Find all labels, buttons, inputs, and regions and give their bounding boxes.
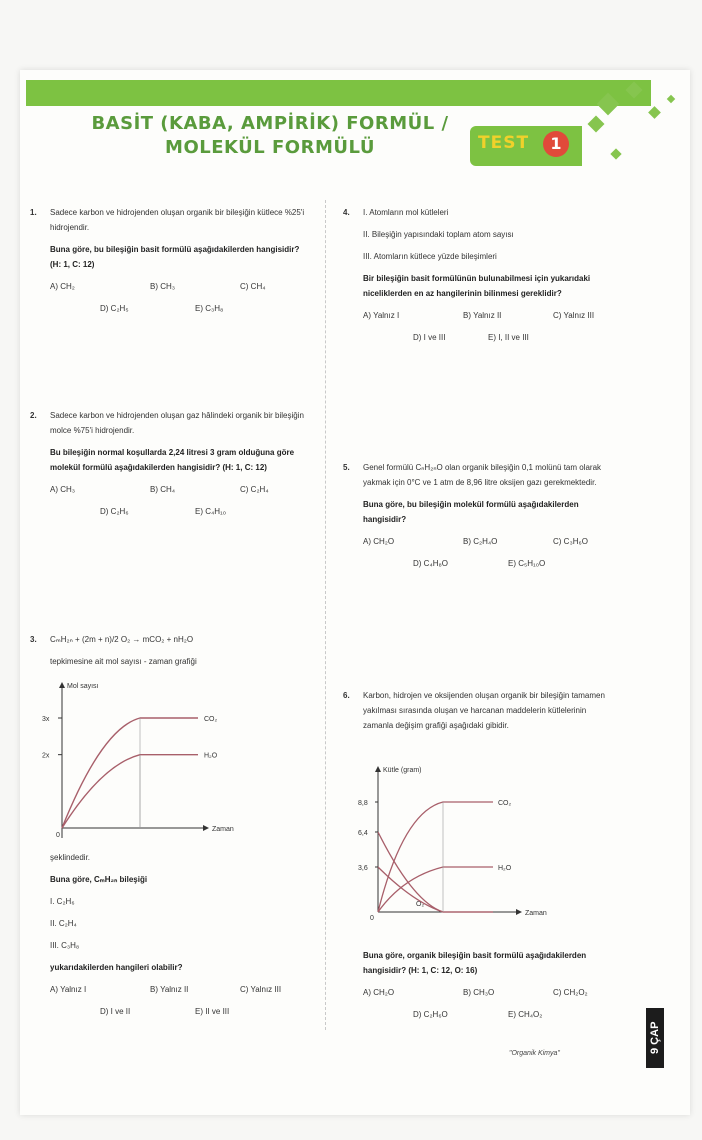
option-b[interactable]: B) CH₃ [150,282,176,291]
chart1-ylabel: Mol sayısı [67,683,99,690]
x-axis-arrow [203,825,209,831]
chart2-ylabel: Kütle (gram) [383,767,422,774]
series-line-3 [378,867,493,912]
side-tab [646,1008,664,1068]
series-label-2: O₂ [416,901,425,908]
question-text: Karbon, hidrojen ve oksijenden oluşan organik bir bileşiğin tamamen yakılması sırasında oluşan ve harcanan maddelerin kütlelerinin zamanla değişim grafiği aşağıdaki gibidir. [363,691,605,730]
question-prompt-2: yukarıdakilerden hangileri olabilir? [50,963,183,972]
series-line-0 [62,718,198,828]
test-number-badge: 1 [543,131,569,157]
question-prompt: Bu bileşiğin normal koşullarda 2,24 litresi 3 gram olduğuna göre molekül formülü aşağıdakilerden hangisidir? (H: 1, C: 12) [50,448,295,472]
option-d[interactable]: D) C₄H₈O [413,559,449,568]
question-1 [30,205,310,323]
y-axis-arrow [375,766,381,772]
footer-text: "Organik Kimya" [509,1050,560,1057]
mass-time-chart [358,762,568,922]
side-tab-label: ÇAP [649,1021,661,1046]
option-b[interactable]: B) Yalnız II [463,311,502,320]
ytick-label-1: 6,4 [358,830,368,837]
header-band [26,80,651,106]
chart2-origin: 0 [370,915,374,922]
statement-i: I. Atomların mol kütleleri [363,208,449,217]
option-d[interactable]: D) C₂H₆ [100,507,129,516]
option-e[interactable]: E) I, II ve III [488,333,529,342]
statement-i: I. C₂H₆ [50,897,75,906]
option-e[interactable]: E) C₃H₈ [195,304,224,313]
option-d[interactable]: D) C₂H₆O [413,1010,448,1019]
question-text: Genel formülü CₙH₂ₙO olan organik bileşiğin 0,1 molünü tam olarak yakmak için 0°C ve 1 atm de 8,96 litre oksijen gazı gerekmektedir. [363,463,602,487]
chart2-xlabel: Zaman [525,910,547,917]
statement-ii: II. Bileşiğin yapısındaki toplam atom sayısı [363,230,514,239]
question-number: 2. [30,411,37,420]
question-prompt: Buna göre, bu bileşiğin molekül formülü aşağıdakilerden hangisidir? [363,500,579,524]
reaction-equation: CₘH₂ₙ + (2m + n)/2 O₂ → mCO₂ + nH₂O [50,635,194,644]
question-3 [30,632,310,676]
ytick-label-2: 3,6 [358,865,368,872]
question-text: Sadece karbon ve hidrojenden oluşan gaz hâlindeki organik bir bileşiğin molce %75'i hidrojendir. [50,411,304,435]
question-4 [343,205,618,352]
question-number: 1. [30,208,37,217]
test-label: TEST [478,133,530,153]
series-label-1: H₂O [204,752,218,760]
question-6-continued [343,948,618,1029]
question-5 [343,460,618,578]
option-a[interactable]: A) CH₂O [363,988,395,997]
option-d[interactable]: D) I ve III [413,333,446,342]
question-3-continued [30,850,310,1026]
question-text: tepkimesine ait mol sayısı - zaman grafiği [50,657,197,666]
title-line-2: MOLEKÜL FORMÜLÜ [165,137,375,158]
option-c[interactable]: C) C₃H₆O [553,537,588,546]
mol-time-chart [40,678,240,848]
statement-iii: III. C₃H₈ [50,941,80,950]
option-c[interactable]: C) C₂H₄ [240,485,269,494]
option-d[interactable]: D) I ve II [100,1007,131,1016]
option-a[interactable]: A) Yalnız I [50,985,87,994]
option-e[interactable]: E) II ve III [195,1007,230,1016]
question-6 [343,688,618,740]
option-a[interactable]: A) CH₂ [50,282,75,291]
question-number: 5. [343,463,350,472]
option-e[interactable]: E) CH₄O₂ [508,1010,543,1019]
question-prompt: Buna göre, bu bileşiğin basit formülü aşağıdakilerden hangisidir? (H: 1, C: 12) [50,245,300,269]
question-number: 6. [343,691,350,700]
series-label-1: H₂O [498,865,512,872]
column-divider [325,200,326,1030]
option-a[interactable]: A) Yalnız I [363,311,400,320]
ytick-label-1: 2x [42,752,50,760]
series-label-0: CO₂ [498,800,512,807]
ytick-label-0: 3x [42,716,50,723]
option-e[interactable]: E) C₅H₁₀O [508,559,546,568]
series-line-0 [378,802,493,912]
option-a[interactable]: A) CH₂O [363,537,395,546]
x-axis-arrow [516,909,522,915]
question-2 [30,408,310,526]
option-c[interactable]: C) Yalnız III [240,985,282,994]
statement-iii: III. Atomların kütlece yüzde bileşimleri [363,252,497,261]
series-line-1 [62,755,198,828]
series-label-0: CO₂ [204,716,218,723]
question-text: Sadece karbon ve hidrojenden oluşan organik bir bileşiğin kütlece %25'i hidrojendir. [50,208,305,232]
chart1-origin: 0 [56,832,60,839]
page-title [60,112,480,160]
option-c[interactable]: C) Yalnız III [553,311,595,320]
option-b[interactable]: B) CH₄ [150,485,176,494]
option-d[interactable]: D) C₂H₅ [100,304,129,313]
series-line-1 [378,867,493,912]
question-number: 3. [30,635,37,644]
title-line-1: BASİT (KABA, AMPİRİK) FORMÜL / [91,113,449,134]
series-line-2 [378,832,493,912]
question-text-after: şeklindedir. [50,853,91,862]
option-e[interactable]: E) C₄H₁₀ [195,507,227,516]
statement-ii: II. C₂H₄ [50,919,77,928]
ytick-label-0: 8,8 [358,800,368,807]
option-c[interactable]: C) CH₄ [240,282,266,291]
question-prompt: Bir bileşiğin basit formülünün bulunabilmesi için yukarıdaki niceliklerden en az hangilerinin bilinmesi gereklidir? [363,274,591,298]
question-prompt: Buna göre, organik bileşiğin basit formülü aşağıdakilerden hangisidir? (H: 1, C: 12, O: 16) [363,951,587,975]
question-number: 4. [343,208,350,217]
side-tab-page: 9 [649,1048,661,1055]
option-b[interactable]: B) CH₃O [463,988,495,997]
option-b[interactable]: B) Yalnız II [150,985,189,994]
option-b[interactable]: B) C₂H₄O [463,537,498,546]
option-c[interactable]: C) CH₂O₂ [553,988,588,997]
question-prompt: Buna göre, CₘH₂ₙ bileşiği [50,875,148,884]
option-a[interactable]: A) CH₃ [50,485,76,494]
chart1-xlabel: Zaman [212,826,234,833]
y-axis-arrow [59,682,65,688]
